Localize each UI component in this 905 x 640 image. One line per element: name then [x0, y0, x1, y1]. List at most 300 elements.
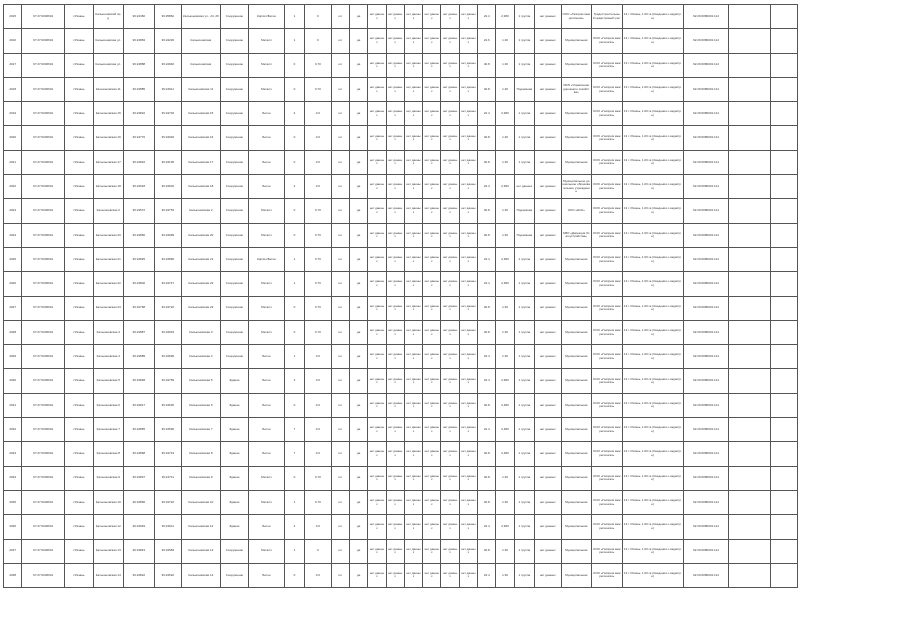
cell-d4: нет данных — [423, 539, 441, 563]
cell-street: Кальконовская 18 — [93, 175, 124, 199]
cell-d3: нет данных — [404, 77, 422, 101]
cell-cad1: 67:27:0030601 — [22, 320, 65, 344]
cell-cad3: 36:24695 — [154, 345, 181, 369]
cell-company: МБУ «Дирекция благоустройства» — [561, 223, 592, 247]
cell-material: Бетон — [249, 345, 285, 369]
cell-d1: нет данных — [368, 272, 386, 296]
cell-cad1: 67:27:0030601 — [22, 247, 65, 271]
cell-cad2: 36:24816 — [124, 150, 155, 174]
cell-reg: 62:29:0080001:114 — [683, 539, 729, 563]
cell-d1: нет данных — [368, 515, 386, 539]
cell-street: Кальконовская 4 — [93, 345, 124, 369]
cell-company: Муниципальная — [561, 418, 592, 442]
cell-len: 22.4 — [478, 102, 496, 126]
cell-area: 0.0 — [305, 150, 331, 174]
cell-area: 0.0 — [305, 563, 331, 587]
cell-notes: 13 г. Рязань, 1.00 га (Сведения о кадастре) — [622, 466, 683, 490]
cell-empty2 — [771, 393, 797, 417]
cell-notes: 13 г. Рязань, 1.00 га (Сведения о кадастре) — [622, 418, 683, 442]
cell-cad2: 36:24887 — [124, 320, 155, 344]
cell-city: г.Рязань — [65, 490, 93, 514]
cell-d3: нет данных — [404, 393, 422, 417]
cell-no: 2037 — [4, 539, 22, 563]
cell-cad3: 36:24743 — [154, 442, 181, 466]
cell-note: ООО «Газпром межрегионгаз» — [592, 223, 623, 247]
cell-d2: нет данных — [386, 490, 404, 514]
cell-note: ООО «Газпром межрегионгаз» — [592, 272, 623, 296]
cell-d1: нет данных — [368, 150, 386, 174]
cell-len: 22.4 — [478, 272, 496, 296]
table-row — [4, 29, 814, 53]
cell-street: Кальконовская 11 — [93, 77, 124, 101]
cell-cad1: 67:27:0030601 — [22, 175, 65, 199]
cell-owner: нет данных — [535, 223, 561, 247]
cell-reg: 62:29:0080001:114 — [683, 345, 729, 369]
cell-unit: шт — [331, 175, 349, 199]
cell-unit: шт — [331, 247, 349, 271]
cell-d1: нет данных — [368, 418, 386, 442]
table-row — [4, 369, 814, 393]
cell-reg: 62:29:0080001:114 — [683, 102, 729, 126]
cell-rate: 2,960 — [496, 442, 514, 466]
cell-unit: шт — [331, 199, 349, 223]
cell-d6: нет данных — [459, 369, 477, 393]
cell-count: 1 — [284, 345, 304, 369]
cell-d4: нет данных — [423, 5, 441, 29]
cell-no: 2026 — [4, 272, 22, 296]
cell-addr2: Кальконовская 3 — [182, 320, 221, 344]
cell-d2: нет данных — [386, 126, 404, 150]
cell-count: 0 — [284, 466, 304, 490]
cell-area: 0.0 — [305, 515, 331, 539]
cell-flag: да — [349, 345, 367, 369]
cell-street: Кальконовская 17 — [93, 150, 124, 174]
cell-addr2: Кальконовская 22 — [182, 272, 221, 296]
cell-flag: да — [349, 5, 367, 29]
cell-empty1 — [729, 466, 771, 490]
cell-type: Здание — [220, 369, 248, 393]
cell-rate: 1.30 — [496, 126, 514, 150]
cell-d3: нет данных — [404, 369, 422, 393]
cell-d5: нет данных — [441, 223, 459, 247]
cell-flag: да — [349, 442, 367, 466]
cell-empty2 — [771, 223, 797, 247]
cell-cad3: 36:24711 — [154, 466, 181, 490]
registry-table — [3, 4, 814, 588]
cell-owner: нет данных — [535, 296, 561, 320]
cell-d3: нет данных — [404, 466, 422, 490]
cell-unit: шт — [331, 563, 349, 587]
cell-street: Кальконовская 6 — [93, 393, 124, 417]
cell-usage: 1 группа — [514, 563, 534, 587]
cell-usage: 1 группа — [514, 393, 534, 417]
cell-addr2: Кальконовская 13 — [182, 539, 221, 563]
cell-len: 22.4 — [478, 369, 496, 393]
cell-area: 0.0 — [305, 175, 331, 199]
cell-city: г.Рязань — [65, 5, 93, 29]
cell-rate: 1.30 — [496, 539, 514, 563]
cell-owner: нет данных — [535, 345, 561, 369]
cell-area: 0.0 — [305, 442, 331, 466]
cell-usage: 1 группа — [514, 369, 534, 393]
cell-company: Муниципальная — [561, 442, 592, 466]
cell-notes: 13 г. Рязань, 1.00 га (Сведения о кадастре) — [622, 199, 683, 223]
cell-flag: да — [349, 223, 367, 247]
cell-addr2: Кальконовская 5 — [182, 369, 221, 393]
cell-d3: нет данных — [404, 175, 422, 199]
cell-empty1 — [729, 369, 771, 393]
cell-d2: нет данных — [386, 563, 404, 587]
cell-no: 2035 — [4, 490, 22, 514]
table-row — [4, 563, 814, 587]
cell-notes: 13 г. Рязань, 1.00 га (Сведения о кадастре) — [622, 247, 683, 271]
cell-note: Градостроительный кадастровый учет — [592, 5, 623, 29]
cell-count: 7 — [284, 418, 304, 442]
cell-owner: нет данных — [535, 418, 561, 442]
cell-company: Муниципальная — [561, 247, 592, 271]
cell-d6: нет данных — [459, 223, 477, 247]
cell-area: 0.70 — [305, 272, 331, 296]
cell-d2: нет данных — [386, 393, 404, 417]
table-row — [4, 490, 814, 514]
cell-rate: 2,960 — [496, 393, 514, 417]
cell-area: 0.0 — [305, 102, 331, 126]
cell-no: 2016 — [4, 29, 22, 53]
cell-rate: 2,960 — [496, 102, 514, 126]
cell-d5: нет данных — [441, 102, 459, 126]
table-row — [4, 223, 814, 247]
cell-d6: нет данных — [459, 150, 477, 174]
cell-notes: 13 г. Рязань, 1.00 га (Сведения о кадастре) — [622, 320, 683, 344]
cell-count: 0 — [284, 320, 304, 344]
cell-type: Здание — [220, 418, 248, 442]
cell-d3: нет данных — [404, 320, 422, 344]
cell-len: 40.8 — [478, 199, 496, 223]
cell-cad1: 67:27:0030601 — [22, 515, 65, 539]
cell-street: Кальконовская 8 — [93, 442, 124, 466]
cell-usage: 1 группа — [514, 320, 534, 344]
cell-area: 0.70 — [305, 53, 331, 77]
cell-d4: нет данных — [423, 418, 441, 442]
cell-company: Муниципальное дошкольное образовательное учреждение — [561, 175, 592, 199]
cell-d3: нет данных — [404, 539, 422, 563]
cell-no: 2031 — [4, 393, 22, 417]
cell-city: г.Рязань — [65, 29, 93, 53]
table-row — [4, 175, 814, 199]
cell-area: 0.70 — [305, 320, 331, 344]
cell-owner: нет данных — [535, 126, 561, 150]
cell-count: 4 — [284, 102, 304, 126]
cell-unit: шт — [331, 223, 349, 247]
cell-d5: нет данных — [441, 175, 459, 199]
cell-type: Сооружение — [220, 29, 248, 53]
cell-empty1 — [729, 223, 771, 247]
cell-rate: 2,960 — [496, 175, 514, 199]
cell-d6: нет данных — [459, 126, 477, 150]
cell-count: 0 — [284, 393, 304, 417]
cell-d4: нет данных — [423, 77, 441, 101]
cell-d1: нет данных — [368, 320, 386, 344]
cell-d5: нет данных — [441, 150, 459, 174]
cell-city: г.Рязань — [65, 369, 93, 393]
cell-cad3: 36:24911 — [154, 77, 181, 101]
cell-cad1: 67:27:0030601 — [22, 490, 65, 514]
cell-area: 0.0 — [305, 369, 331, 393]
cell-len: 22.4 — [478, 247, 496, 271]
cell-rate: 1.30 — [496, 77, 514, 101]
cell-len: 40.8 — [478, 320, 496, 344]
cell-d6: нет данных — [459, 490, 477, 514]
cell-empty1 — [729, 272, 771, 296]
cell-len: 24.6 — [478, 29, 496, 53]
cell-d6: нет данных — [459, 515, 477, 539]
cell-unit: шт — [331, 126, 349, 150]
cell-cad2: 36:24770 — [124, 126, 155, 150]
cell-d1: нет данных — [368, 175, 386, 199]
cell-d6: нет данных — [459, 563, 477, 587]
cell-d2: нет данных — [386, 102, 404, 126]
cell-notes: 13 г. Рязань, 1.00 га (Сведения о кадастре) — [622, 442, 683, 466]
cell-addr2: Кальконовская 20 — [182, 223, 221, 247]
cell-material: Бетон — [249, 563, 285, 587]
cell-unit: шт — [331, 515, 349, 539]
table-row — [4, 442, 814, 466]
cell-reg: 62:29:0080001:114 — [683, 77, 729, 101]
cell-cad2: 36:24817 — [124, 393, 155, 417]
cell-d2: нет данных — [386, 150, 404, 174]
cell-no: 2030 — [4, 369, 22, 393]
cell-cad2: 36:24918 — [124, 175, 155, 199]
cell-no: 2022 — [4, 175, 22, 199]
cell-d2: нет данных — [386, 539, 404, 563]
cell-notes: 13 г. Рязань, 1.00 га (Сведения о кадастре) — [622, 102, 683, 126]
cell-count: 1 — [284, 272, 304, 296]
cell-flag: да — [349, 563, 367, 587]
cell-count: 1 — [284, 539, 304, 563]
cell-d2: нет данных — [386, 466, 404, 490]
cell-material: Бетон — [249, 442, 285, 466]
cell-cad2: 36:24865 — [124, 418, 155, 442]
cell-notes: 13 г. Рязань, 1.00 га (Сведения о кадастре) — [622, 5, 683, 29]
cell-d1: нет данных — [368, 53, 386, 77]
cell-notes: 13 г. Рязань, 1.00 га (Сведения о кадастре) — [622, 539, 683, 563]
cell-d6: нет данных — [459, 199, 477, 223]
cell-type: Сооружение — [220, 77, 248, 101]
cell-unit: шт — [331, 29, 349, 53]
cell-empty1 — [729, 442, 771, 466]
cell-d2: нет данных — [386, 345, 404, 369]
cell-type: Здание — [220, 515, 248, 539]
cell-d1: нет данных — [368, 5, 386, 29]
cell-len: 22.4 — [478, 345, 496, 369]
cell-count: 0 — [284, 126, 304, 150]
cell-d5: нет данных — [441, 442, 459, 466]
cell-usage: 1 группа — [514, 490, 534, 514]
cell-note: ООО «Газпром межрегионгаз» — [592, 199, 623, 223]
cell-empty2 — [771, 320, 797, 344]
cell-rate: 1.30 — [496, 345, 514, 369]
cell-no: 2032 — [4, 418, 22, 442]
cell-rate: 1.30 — [496, 490, 514, 514]
cell-material: Металл — [249, 320, 285, 344]
cell-d5: нет данных — [441, 369, 459, 393]
cell-cad2: 36:24848 — [124, 369, 155, 393]
cell-cad2: 36:24825 — [124, 247, 155, 271]
cell-no: 2024 — [4, 223, 22, 247]
cell-count: 1 — [284, 5, 304, 29]
cell-owner: нет данных — [535, 150, 561, 174]
cell-flag: да — [349, 272, 367, 296]
cell-company: Муниципальная — [561, 369, 592, 393]
cell-company: Муниципальная — [561, 320, 592, 344]
table-row — [4, 102, 814, 126]
cell-type: Сооружение — [220, 272, 248, 296]
cell-empty1 — [729, 393, 771, 417]
cell-len: 40.8 — [478, 393, 496, 417]
cell-street: Кальконовская 2 — [93, 199, 124, 223]
cell-city: г.Рязань — [65, 563, 93, 587]
cell-cad1: 67:27:0030601 — [22, 296, 65, 320]
cell-len: 40.8 — [478, 126, 496, 150]
cell-note: ООО «Газпром межрегионгаз» — [592, 418, 623, 442]
cell-area: 0.70 — [305, 199, 331, 223]
cell-no: 2029 — [4, 345, 22, 369]
cell-owner: нет данных — [535, 102, 561, 126]
cell-material: Кирпич/Бетон — [249, 5, 285, 29]
cell-count: 0 — [284, 150, 304, 174]
cell-d2: нет данных — [386, 296, 404, 320]
cell-note: ООО «Газпром межрегионгаз» — [592, 126, 623, 150]
cell-notes: 13 г. Рязань, 1.00 га (Сведения о кадастре) — [622, 150, 683, 174]
cell-owner: нет данных — [535, 393, 561, 417]
cell-flag: да — [349, 418, 367, 442]
cell-d6: нет данных — [459, 247, 477, 271]
cell-d2: нет данных — [386, 175, 404, 199]
cell-d5: нет данных — [441, 563, 459, 587]
cell-len: 40.8 — [478, 442, 496, 466]
cell-d4: нет данных — [423, 29, 441, 53]
cell-flag: да — [349, 490, 367, 514]
cell-usage: Подземная — [514, 77, 534, 101]
cell-d6: нет данных — [459, 418, 477, 442]
cell-company: Муниципальная — [561, 53, 592, 77]
cell-note: ООО «Газпром межрегионгаз» — [592, 77, 623, 101]
cell-material: Бетон — [249, 515, 285, 539]
cell-d2: нет данных — [386, 53, 404, 77]
cell-d3: нет данных — [404, 442, 422, 466]
table-row — [4, 247, 814, 271]
cell-type: Сооружение — [220, 53, 248, 77]
cell-street: Кальконовская 5 — [93, 369, 124, 393]
cell-d4: нет данных — [423, 490, 441, 514]
cell-city: г.Рязань — [65, 345, 93, 369]
cell-street: Кальконовская 3 — [93, 320, 124, 344]
cell-flag: да — [349, 126, 367, 150]
cell-d3: нет данных — [404, 199, 422, 223]
cell-cad1: 67:27:0030601 — [22, 126, 65, 150]
cell-company: Муниципальная — [561, 272, 592, 296]
cell-d3: нет данных — [404, 272, 422, 296]
cell-area: 0.70 — [305, 77, 331, 101]
cell-d4: нет данных — [423, 53, 441, 77]
cell-reg: 62:29:0080001:114 — [683, 199, 729, 223]
cell-unit: шт — [331, 272, 349, 296]
cell-empty1 — [729, 199, 771, 223]
cell-company: Муниципальная — [561, 515, 592, 539]
cell-no: 2015 — [4, 5, 22, 29]
cell-city: г.Рязань — [65, 53, 93, 77]
cell-cad3: 36:24702 — [154, 102, 181, 126]
cell-cad2: 36:24572 — [124, 199, 155, 223]
cell-reg: 62:29:0080001:114 — [683, 418, 729, 442]
cell-empty2 — [771, 102, 797, 126]
cell-d5: нет данных — [441, 490, 459, 514]
cell-material: Кирпич/Бетон — [249, 247, 285, 271]
cell-note: ООО «Газпром межрегионгаз» — [592, 53, 623, 77]
cell-count: 0 — [284, 53, 304, 77]
cell-len: 40.8 — [478, 466, 496, 490]
cell-d4: нет данных — [423, 296, 441, 320]
cell-d6: нет данных — [459, 102, 477, 126]
cell-street: Кальконовская ул. — [93, 29, 124, 53]
cell-rate: 1.30 — [496, 53, 514, 77]
cell-cad3: 36:24590 — [154, 418, 181, 442]
cell-len: 40.8 — [478, 539, 496, 563]
cell-usage: 1 группа — [514, 53, 534, 77]
cell-street: Кальконовская 12 — [93, 515, 124, 539]
cell-flag: да — [349, 320, 367, 344]
cell-usage: 1 группа — [514, 272, 534, 296]
cell-d3: нет данных — [404, 102, 422, 126]
cell-d3: нет данных — [404, 53, 422, 77]
cell-addr2: Кальконовская 21 — [182, 247, 221, 271]
cell-empty1 — [729, 515, 771, 539]
cell-street: Кальконовская 14 — [93, 563, 124, 587]
table-row — [4, 393, 814, 417]
cell-no: 2033 — [4, 442, 22, 466]
cell-addr2: Кальконовская 23 — [182, 296, 221, 320]
cell-empty2 — [771, 77, 797, 101]
table-row — [4, 539, 814, 563]
cell-d4: нет данных — [423, 247, 441, 271]
cell-d4: нет данных — [423, 442, 441, 466]
cell-company: Муниципальная — [561, 102, 592, 126]
cell-material: Бетон — [249, 102, 285, 126]
cell-empty2 — [771, 5, 797, 29]
cell-d1: нет данных — [368, 393, 386, 417]
cell-material: Металл — [249, 29, 285, 53]
cell-note: ООО «Газпром межрегионгаз» — [592, 539, 623, 563]
cell-d5: нет данных — [441, 466, 459, 490]
cell-d1: нет данных — [368, 102, 386, 126]
cell-notes: 13 г. Рязань, 1.00 га (Сведения о кадастре) — [622, 29, 683, 53]
table-row — [4, 199, 814, 223]
table-row — [4, 126, 814, 150]
cell-unit: шт — [331, 5, 349, 29]
cell-addr2: Кальконовская 12 — [182, 515, 221, 539]
cell-cad3: 36:24753 — [154, 199, 181, 223]
cell-unit: шт — [331, 150, 349, 174]
cell-d4: нет данных — [423, 563, 441, 587]
cell-len: 22.4 — [478, 418, 496, 442]
cell-usage: Подземная — [514, 199, 534, 223]
cell-type: Здание — [220, 393, 248, 417]
cell-no: 2019 — [4, 102, 22, 126]
cell-flag: да — [349, 466, 367, 490]
cell-d5: нет данных — [441, 539, 459, 563]
cell-cad1: 67:27:0030601 — [22, 77, 65, 101]
cell-cad3: 36:24722 — [154, 296, 181, 320]
